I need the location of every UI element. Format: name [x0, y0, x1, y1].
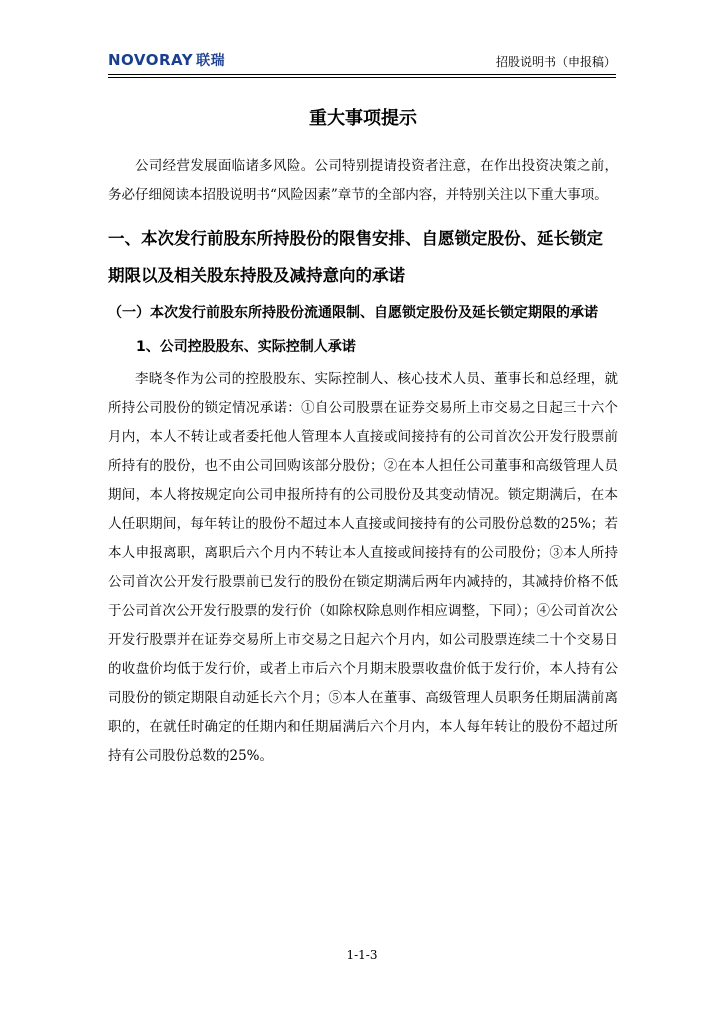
section-heading-1: 一、本次发行前股东所持股份的限售安排、自愿锁定股份、延长锁定期限以及相关股东持股及减持意向的承诺	[108, 229, 603, 285]
item-body-1: 李晓冬作为公司的控股股东、实际控制人、核心技术人员、董事长和总经理，就所持公司股份的锁定情况承诺：①自公司股票在证券交易所上市交易之日起三十六个月内，本人不转让或者委托他人管理本人直接或间接持有的公司首次公开发行股票前所持有的股份，也不由公司回购该部分股份；②在本人担任公司董事和高级管理人员期间，本人将按规定向公司申报所持有的公司股份及其变动情况。锁定期满后，在本人任职期间，每年转让的股份不超过本人直接或间接持有的公司股份总数的25%；若本人申报离职，离职后六个月内不转让本人直接或间接持有的公司股份；③本人所持公司首次公开发行股票前已发行的股份在锁定期满后两年内减持的，其减持价格不低于公司首次公开发行股票的发行价（如除权除息则作相应调整，下同）；④公司首次公开发行股票并在证券交易所上市交易之日起六个月内，如公司股票连续二十个交易日的收盘价均低于发行价，或者上市后六个月期末股票收盘价低于发行价，本人持有公司股份的锁定期限自动延长六个月；⑤本人在董事、高级管理人员职务任期届满前离职的，在就任时确定的任期内和任期届满后六个月内，本人每年转让的股份不超过所持有公司股份总数的25%。	[108, 371, 618, 764]
logo-cn-text: 联瑞	[196, 53, 226, 69]
page-number: 1-1-3	[346, 948, 378, 962]
header-divider	[108, 74, 616, 75]
intro-paragraph: 公司经营发展面临诸多风险。公司特别提请投资者注意，在作出投资决策之前，务必仔细阅读本招股说明书“风险因素”章节的全部内容，并特别关注以下重大事项。	[108, 158, 618, 203]
item-heading-1: 1、公司控股股东、实际控制人承诺	[136, 339, 356, 355]
header-divider-secondary	[108, 77, 616, 78]
page-header	[108, 50, 616, 74]
page-title: 重大事项提示	[309, 108, 417, 129]
document-label: 招股说明书（申报稿）	[495, 55, 616, 69]
subsection-heading-1: （一）本次发行前股东所持股份流通限制、自愿锁定股份及延长锁定期限的承诺	[108, 305, 598, 321]
page-content	[108, 100, 618, 771]
logo-text: NOVORAY	[108, 51, 194, 69]
company-logo	[108, 50, 225, 70]
